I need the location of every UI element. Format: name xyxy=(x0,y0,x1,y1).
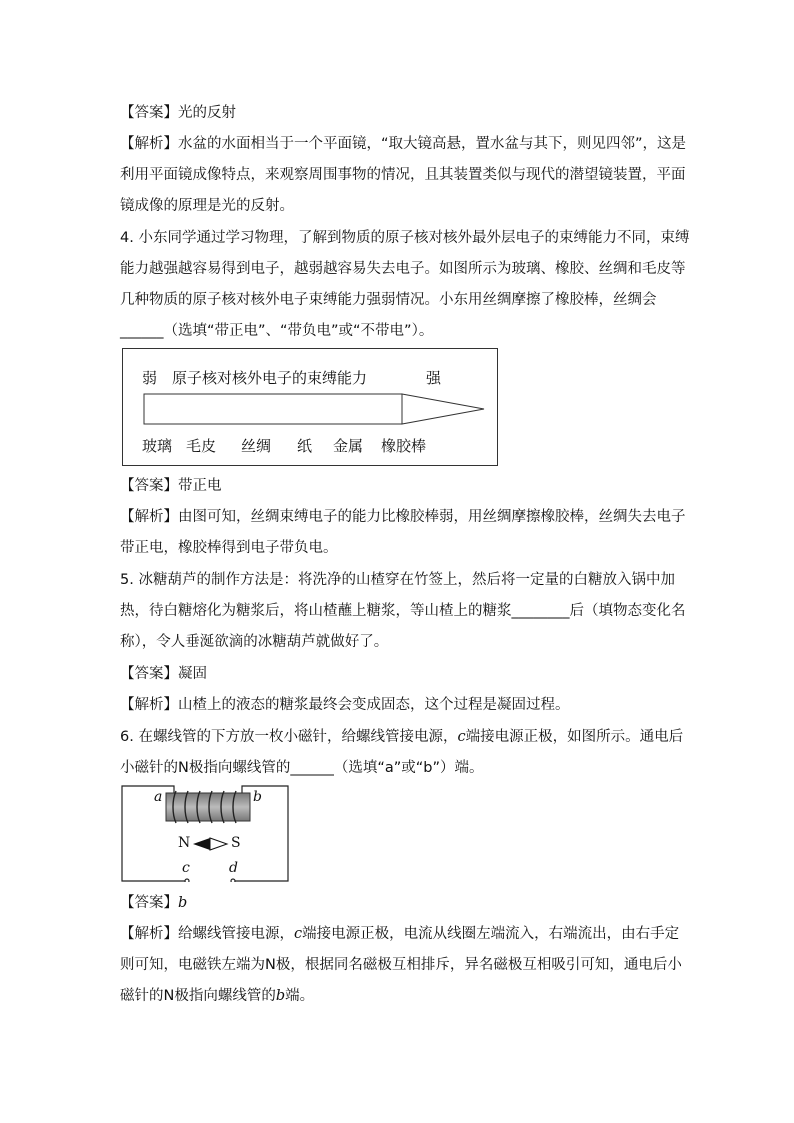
answer-text: 带正电 xyxy=(178,478,222,494)
material-rubber-rod: 橡胶棒 xyxy=(381,437,427,455)
q6-analysis-line-2: 则可知，电磁铁左端为N极，根据同名磁极互相排斥，异名磁极互相吸引可知，通电后小 xyxy=(120,957,682,973)
q4-text-line-2: 能力越强越容易得到电子，越弱越容易失去电子。如图所示为玻璃、橡胶、丝绸和毛皮等 xyxy=(120,261,686,277)
q6-text-line-2: 小磁针的N极指向螺线管的______（选填“a”或“b”）端。 xyxy=(120,760,484,776)
q3-analysis-line-3: 镜成像的原理是光的反射。 xyxy=(120,198,294,214)
q5-text-line-1: 5. 冰糖葫芦的制作方法是：将洗净的山楂穿在竹签上，然后将一定量的白糖放入锅中加 xyxy=(120,572,675,588)
answer-tag: 【答案】 xyxy=(120,478,178,494)
q5-text-line-2: 热，待白糖熔化为糖浆后，将山楂蘸上糖浆，等山楂上的糖浆________后（填物态变化名 xyxy=(120,603,686,619)
terminal-b-label: b xyxy=(253,789,262,805)
answer-tag: 【答案】 xyxy=(120,895,178,911)
q3-analysis-line-2: 利用平面镜成像特点，来观察周围事物的情况，且其装置类似与现代的潜望镜装置，平面 xyxy=(120,167,686,183)
material-silk: 丝绸 xyxy=(241,437,272,455)
q5-analysis-line-1: 【解析】山楂上的液态的糖浆最终会变成固态，这个过程是凝固过程。 xyxy=(120,697,570,713)
answer-tag: 【答案】 xyxy=(120,666,178,682)
answer-text: b xyxy=(178,895,188,911)
solenoid-circuit-figure xyxy=(118,782,298,882)
q3-answer xyxy=(120,103,236,123)
needle-n-label: N xyxy=(178,835,191,851)
figure-title: 原子核对核外电子的束缚能力 xyxy=(172,369,368,387)
weak-label: 弱 xyxy=(142,369,158,387)
terminal-c-label: c xyxy=(182,860,190,876)
q6-answer xyxy=(120,893,187,913)
answer-tag: 【答案】 xyxy=(120,105,178,121)
material-metal: 金属 xyxy=(333,437,364,455)
q4-text-line-1: 4. 小东同学通过学习物理，了解到物质的原子核对核外最外层电子的束缚能力不同，束缚 xyxy=(120,230,690,246)
analysis-tag: 【解析】 xyxy=(120,926,178,942)
analysis-tag: 【解析】 xyxy=(120,509,178,525)
strong-label: 强 xyxy=(426,369,442,387)
answer-text: 凝固 xyxy=(178,666,207,682)
material-fur: 毛皮 xyxy=(186,437,217,455)
q4-analysis-line-2: 带正电，橡胶棒得到电子带负电。 xyxy=(120,540,338,556)
q5-answer xyxy=(120,664,207,684)
q5-text-line-3: 称），令人垂涎欲滴的冰糖葫芦就做好了。 xyxy=(120,634,389,650)
q6-analysis-line-3: 磁针的N极指向螺线管的b端。 xyxy=(120,988,315,1004)
material-paper: 纸 xyxy=(297,437,313,455)
needle-s-label: S xyxy=(231,835,241,851)
material-glass: 玻璃 xyxy=(142,437,173,455)
q4-text-line-4: ______（选填“带正电”、“带负电”或“不带电”）。 xyxy=(120,323,434,339)
analysis-tag: 【解析】 xyxy=(120,697,178,713)
q4-answer xyxy=(120,476,222,496)
circuit-diagram xyxy=(118,782,298,882)
binding-ability-figure xyxy=(122,348,498,466)
q4-analysis-line-1: 【解析】由图可知，丝绸束缚电子的能力比橡胶棒弱，用丝绸摩擦橡胶棒，丝绸失去电子 xyxy=(120,509,686,525)
analysis-tag: 【解析】 xyxy=(120,136,178,152)
q3-analysis-line-1: 【解析】水盆的水面相当于一个平面镜，“取大镜高悬，置水盆与其下，则见四邻”，这是 xyxy=(120,136,687,152)
terminal-d-label: d xyxy=(229,860,238,876)
terminal-a-label: a xyxy=(154,789,163,805)
q4-text-line-3: 几种物质的原子核对核外电子束缚能力强弱情况。小东用丝绸摩擦了橡胶棒，丝绸会 xyxy=(120,292,657,308)
answer-text: 光的反射 xyxy=(178,105,236,121)
q6-text-line-1: 6. 在螺线管的下方放一枚小磁针，给螺线管接电源，c端接电源正极，如图所示。通电后 xyxy=(120,729,684,745)
q6-analysis-line-1: 【解析】给螺线管接电源，c端接电源正极，电流从线圈左端流入，右端流出，由右手定 xyxy=(120,926,680,942)
